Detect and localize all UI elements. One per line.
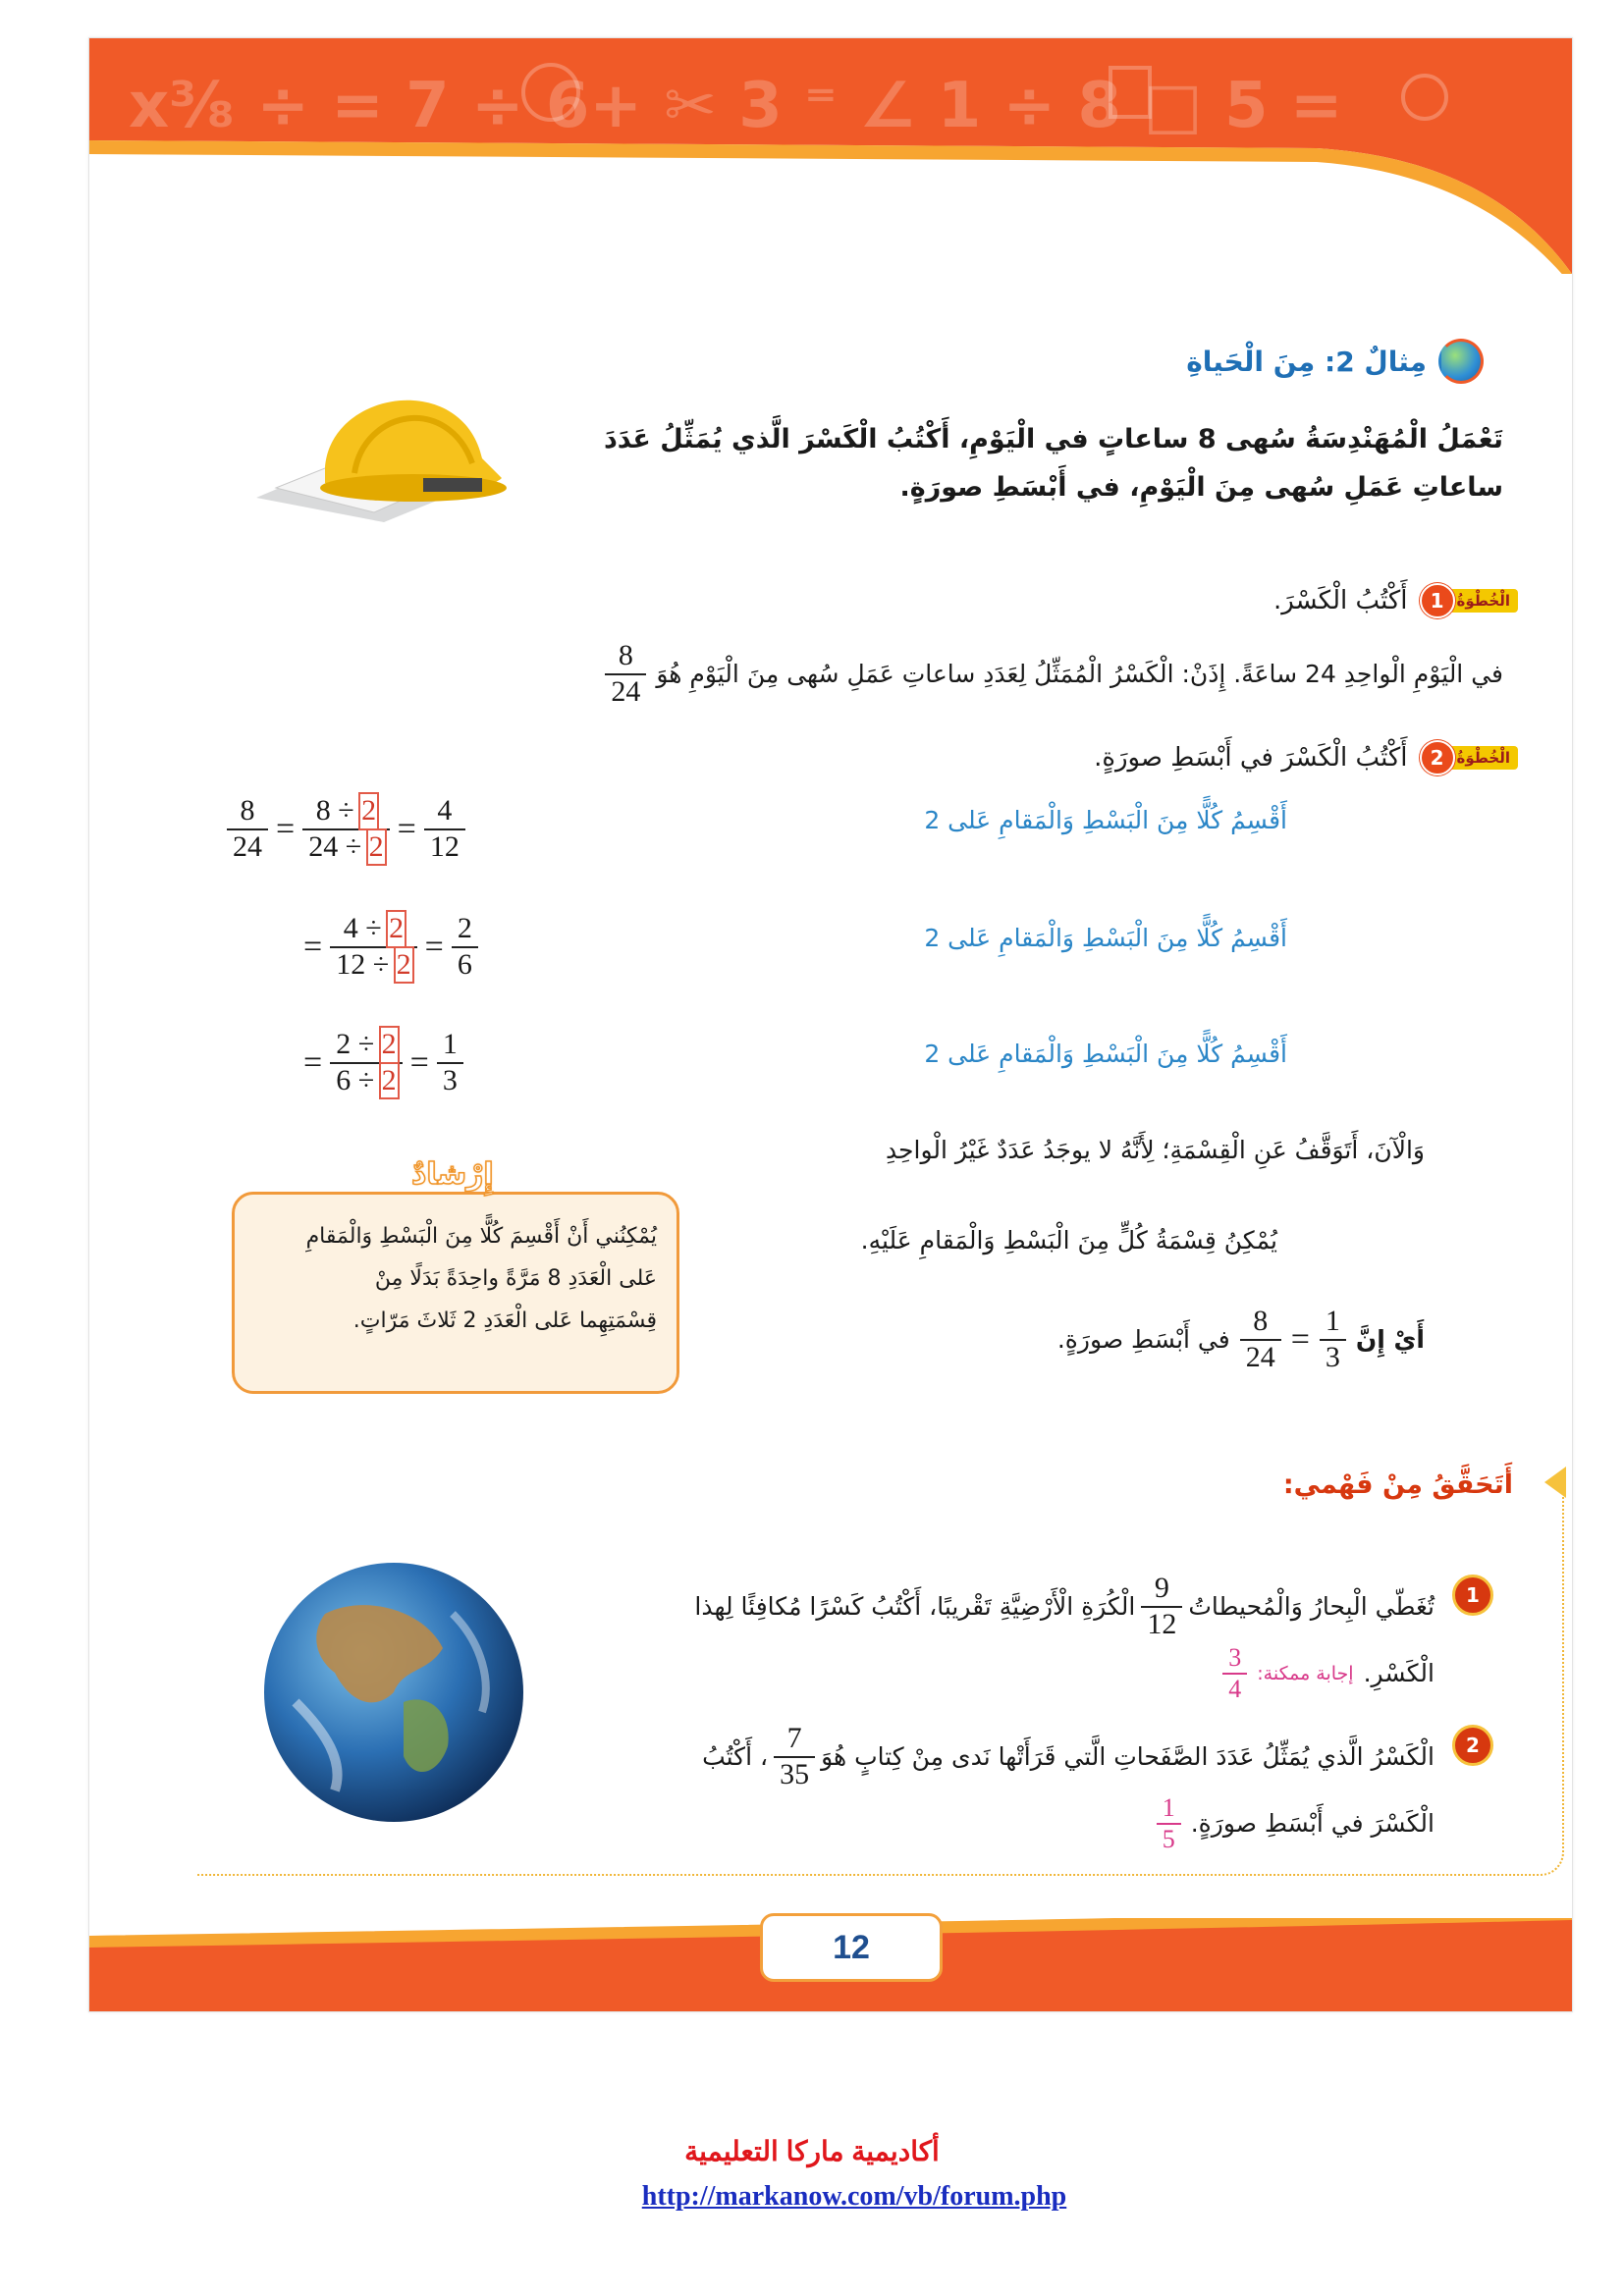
guidance-line-3: قِسْمَتِهِما عَلى الْعَدَدِ 2 ثَلاثَ مَرّاتٍ. [352, 1308, 657, 1333]
q2-answer-numerator: 1 [1162, 1793, 1175, 1822]
question-1-text-a: تُغَطّي الْبِحارُ وَالْمُحيطاتُ [1188, 1591, 1435, 1621]
row-1-left-denominator: 24 [233, 829, 262, 863]
step-2-badge [1420, 740, 1518, 775]
step-1-text: في الْيَوْمِ الْواحِدِ 24 ساعَةً. إِذَنْ: الْكَسْرُ الْمُمَثِّلُ لِعَدَدِ ساعاتِ عَمَلِ سُهى مِنَ الْيَوْمِ هُوَ [656, 660, 1503, 688]
fraction-one-third-numerator: 1 [1325, 1305, 1340, 1337]
step-1-tag: الْخُطْوَةُ [1449, 589, 1518, 613]
conclusion-line-3 [1057, 1305, 1425, 1374]
question-2-text-a: الْكَسْرُ الَّذي يُمَثِّلُ عَدَدَ الصَّفَحاتِ الَّتي قَرَأَتْها نَدى مِنْ كِتابٍ هُوَ [821, 1741, 1435, 1771]
question-1-text-c: الْكَسْرِ. [1363, 1659, 1435, 1688]
row-2-divisor-top: 2 [389, 912, 405, 944]
question-2-text-b: ، أَكْتُبُ [702, 1741, 769, 1771]
guidance-line-2: عَلى الْعَدَدِ 8 مَرَّةً واحِدَةً بَدَلًا مِنْ [374, 1265, 657, 1291]
page-number-box [760, 1913, 943, 1982]
academy-name: أكاديمية ماركا التعليمية [684, 2136, 940, 2166]
row-1-result-denominator: 12 [429, 829, 460, 863]
row-1-mid-denominator: 24 ÷ [308, 829, 362, 863]
q1-fraction-denominator: 12 [1147, 1607, 1177, 1640]
question-1 [580, 1572, 1435, 1704]
row-3-divisor-top: 2 [381, 1028, 397, 1060]
example-problem [521, 416, 1503, 511]
question-2-number: 2 [1452, 1725, 1493, 1766]
globe-icon [1438, 339, 1484, 384]
fraction-eight-24-numerator: 8 [1253, 1305, 1269, 1337]
equals-sign: = [1290, 1320, 1310, 1358]
problem-line-1: تَعْمَلُ الْمُهَنْدِسَةُ سُهى 8 ساعاتٍ في الْيَوْمِ، أَكْتُبُ الْكَسْرَ الَّذي يُمَثِّلُ عَدَدَ [603, 424, 1503, 454]
equation-row-3: = $\frac{2 \div 2}{6 \div 2}$ = $\frac{1}{3}$ [303, 1028, 463, 1097]
svg-text:x³⁄₈ ÷ = 7 ÷ 6+ ✂ 3 ⁼ ∠ 1 ÷ 8: x³⁄₈ ÷ = 7 ÷ 6+ ✂ 3 ⁼ ∠ 1 ÷ 8 □ 5 = [129, 70, 1343, 142]
fraction-one-third-denominator: 3 [1325, 1340, 1340, 1373]
step-2-label: أَكْتُبُ الْكَسْرَ في أَبْسَطِ صورَةٍ. [1094, 743, 1408, 773]
row-3-result-denominator: 3 [442, 1063, 458, 1096]
equation-row-1: $\frac{8}{24}$ = $\frac{8 \div 2}{24 \div 2}$ = $\frac{4}{12}$ [227, 794, 465, 864]
row-2-result-denominator: 6 [457, 947, 472, 981]
q1-answer-numerator: 3 [1228, 1643, 1242, 1672]
conclusion-suffix: في أَبْسَطِ صورَةٍ. [1056, 1325, 1230, 1354]
fraction-denominator: 24 [611, 674, 641, 708]
row-2-mid-numerator: 4 ÷ [343, 912, 382, 944]
question-2 [580, 1722, 1435, 1854]
row-3-mid-denominator: 6 ÷ [336, 1063, 375, 1096]
step-2-hint-1: أَقْسِمُ كُلًّا مِنَ الْبَسْطِ وَالْمَقامِ عَلى 2 [924, 806, 1287, 834]
conclusion-line-2: يُمْكِنُ قِسْمَةُ كُلٍّ مِنَ الْبَسْطِ وَالْمَقامِ عَلَيْهِ. [860, 1226, 1277, 1255]
forum-link[interactable]: http://markanow.com/vb/forum.php [641, 2181, 1067, 2212]
row-1-left-numerator: 8 [240, 794, 255, 827]
check-arrow-icon [1544, 1467, 1566, 1498]
guidance-line-1: يُمْكِنُني أَنْ أَقْسِمَ كُلًّا مِنَ الْبَسْطِ وَالْمَقامِ [305, 1224, 657, 1249]
conclusion-line-1: وَالْآنَ، أَتَوَقَّفُ عَنِ الْقِسْمَةِ؛ لِأَنَّهُ لا يوجَدُ عَدَدٌ غَيْرُ الْواحِدِ [885, 1136, 1425, 1164]
q1-fraction-numerator: 9 [1154, 1572, 1169, 1604]
step-1-badge [1420, 583, 1518, 618]
fraction-numerator: 8 [618, 639, 633, 671]
step-1-label: أَكْتُبُ الْكَسْرَ. [1272, 586, 1408, 615]
conclusion-prefix: أَيْ إِنَّ [1355, 1325, 1425, 1354]
step-2-number: 2 [1420, 740, 1455, 775]
guidance-title: إِرْشادٌ [411, 1157, 494, 1192]
step-2-hint-3: أَقْسِمُ كُلًّا مِنَ الْبَسْطِ وَالْمَقامِ عَلى 2 [924, 1040, 1287, 1068]
question-2-text-c: الْكَسْرَ في أَبْسَطِ صورَةٍ. [1190, 1809, 1435, 1839]
hard-hat-image [237, 350, 521, 527]
row-3-divisor-bottom: 2 [381, 1063, 397, 1096]
check-title: أَتَحَقَّقُ مِنْ فَهْمي: [1282, 1469, 1513, 1500]
row-3-result-numerator: 1 [442, 1028, 458, 1060]
row-2-result-numerator: 2 [457, 912, 472, 944]
row-2-mid-denominator: 12 ÷ [336, 947, 390, 981]
fraction-eight-24-denominator: 24 [1245, 1340, 1275, 1373]
row-1-divisor-top: 2 [361, 794, 377, 827]
problem-line-2: ساعاتِ عَمَلِ سُهى مِنَ الْيَوْمِ، في أَبْسَطِ صورَةٍ. [899, 471, 1503, 503]
step-1-number: 1 [1420, 583, 1455, 618]
q1-answer-denominator: 4 [1228, 1674, 1242, 1703]
row-3-mid-numerator: 2 ÷ [336, 1028, 375, 1060]
q2-fraction-numerator: 7 [786, 1722, 802, 1754]
q2-fraction-denominator: 35 [780, 1757, 810, 1790]
header-banner [89, 38, 1572, 274]
example-title: مِثالٌ 2: مِنَ الْحَياةِ [1186, 345, 1427, 378]
answer-label: إجابة ممكنة: [1257, 1662, 1354, 1684]
question-1-text-b: الْكُرَةِ الْأَرْضِيَّةِ تَقْريبًا، أَكْتُبُ كَسْرًا مُكافِئًا لِهذا [694, 1591, 1136, 1621]
row-1-divisor-bottom: 2 [368, 829, 384, 863]
step-2-tag: الْخُطْوَةُ [1449, 746, 1518, 770]
guidance-box [232, 1157, 679, 1394]
question-1-number: 1 [1452, 1575, 1493, 1616]
step-2-hint-2: أَقْسِمُ كُلًّا مِنَ الْبَسْطِ وَالْمَقامِ عَلى 2 [924, 924, 1287, 952]
earth-image [256, 1555, 531, 1830]
step-1-fraction [605, 639, 646, 709]
row-1-mid-numerator: 8 ÷ [315, 794, 354, 827]
q2-answer-denominator: 5 [1162, 1824, 1175, 1853]
row-1-result-numerator: 4 [437, 794, 453, 827]
equation-row-2: = $\frac{4 \div 2}{12 \div 2}$ = $\frac{2}{6}$ [303, 912, 478, 982]
textbook-page [88, 37, 1573, 2012]
row-2-divisor-bottom: 2 [396, 947, 411, 981]
page-number: 12 [833, 1928, 870, 1966]
